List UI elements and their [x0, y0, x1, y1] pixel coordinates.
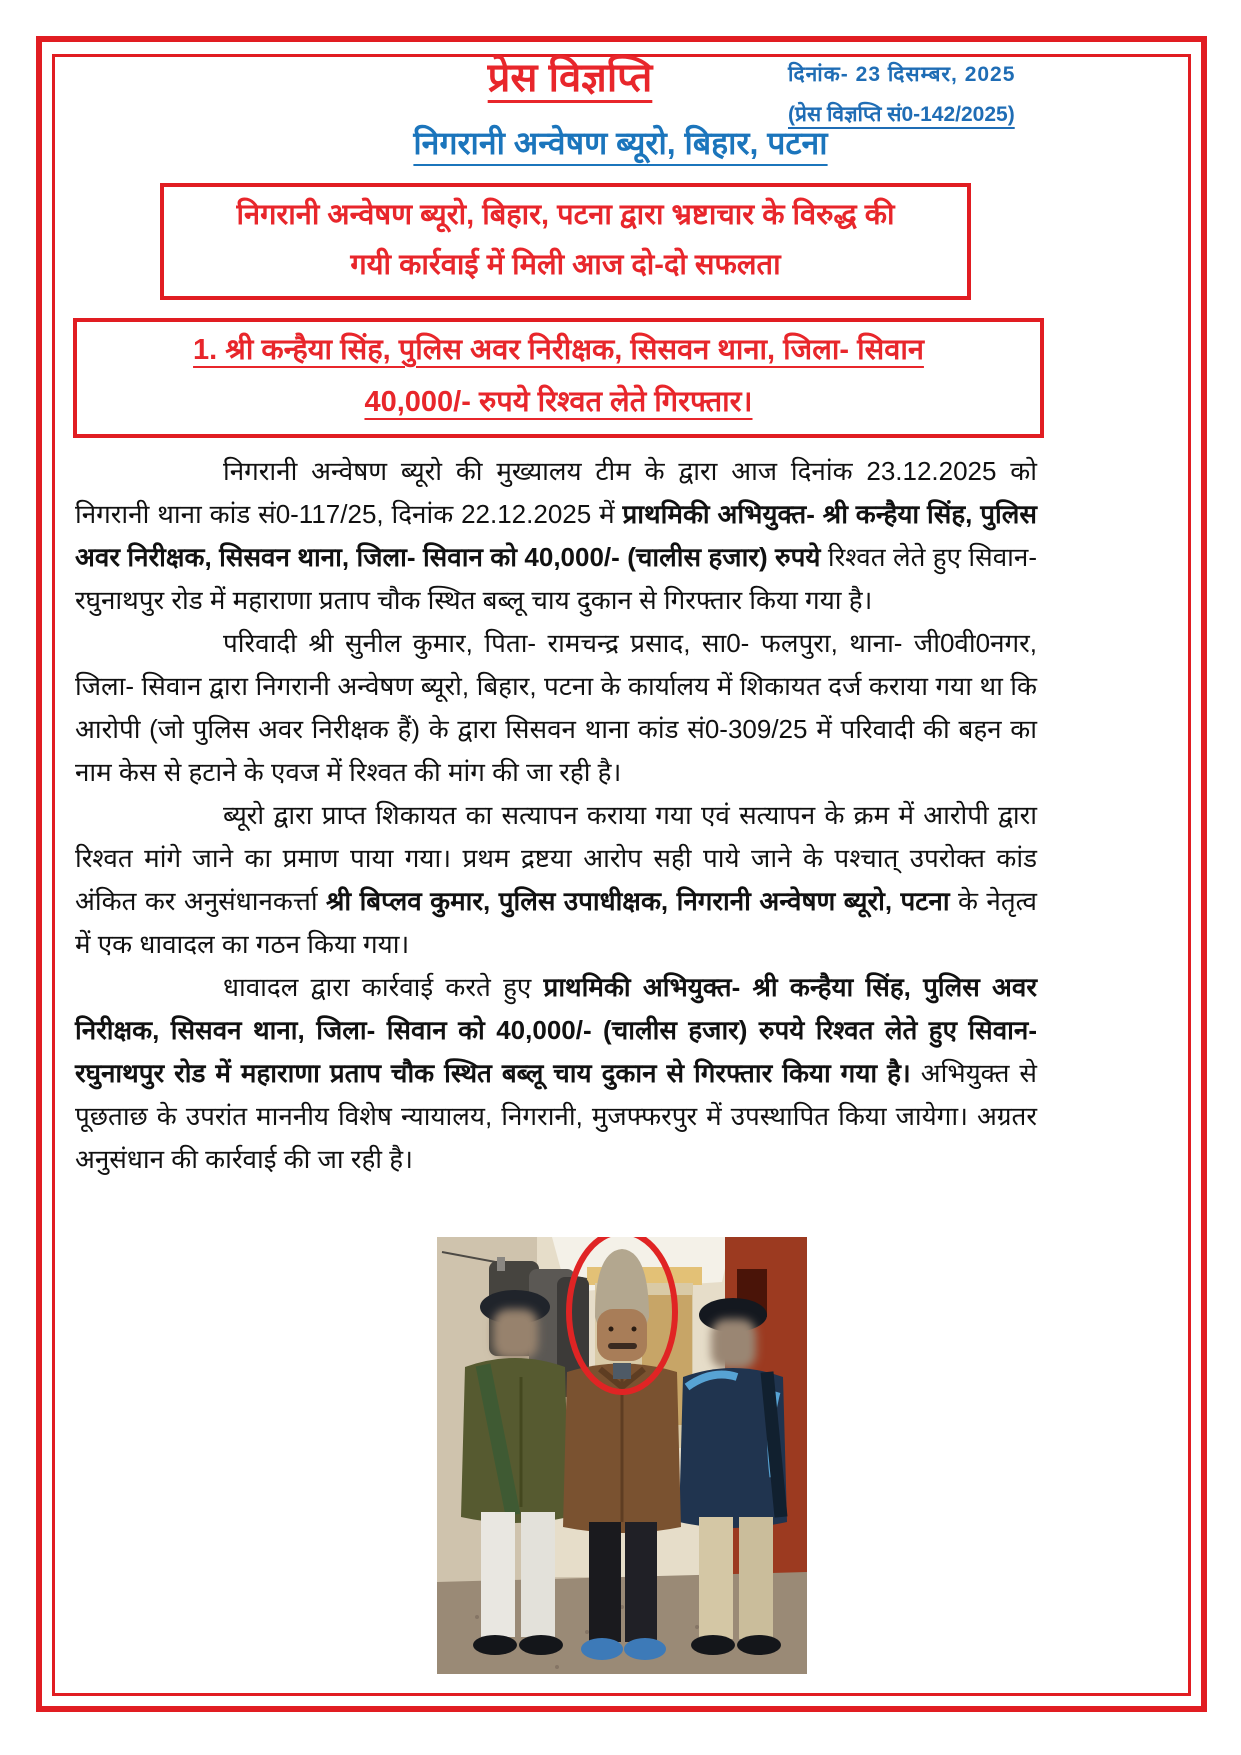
right-officer-shoe: [691, 1635, 735, 1655]
date-line: दिनांक- 23 दिसम्बर, 2025: [788, 63, 1016, 86]
left-officer-pants: [481, 1512, 515, 1637]
paragraph-bold-text: श्री बिप्लव कुमार, पुलिस उपाधीक्षक, निगरानी अन्वेषण ब्यूरो, पटना: [326, 886, 950, 916]
left-officer-blurred-face: [493, 1309, 538, 1359]
case-line2: 40,000/- रुपये रिश्वत लेते गिरफ्तार।: [364, 386, 753, 418]
arrest-photo: [437, 1237, 807, 1674]
headline-line1: निगरानी अन्वेषण ब्यूरो, बिहार, पटना द्वारा भ्रष्टाचार के विरुद्ध की: [236, 199, 895, 231]
headline-box: [160, 183, 971, 300]
arrest-photo-graphic: [437, 1237, 807, 1674]
date-block: [788, 60, 1118, 128]
organisation-name: निगरानी अन्वेषण ब्यूरो, बिहार, पटना: [413, 125, 828, 161]
case-line1: 1. श्री कन्हैया सिंह, पुलिस अवर निरीक्षक, सिसवन थाना, जिला- सिवान: [193, 334, 924, 366]
suspect-pants: [589, 1522, 621, 1642]
paragraph-text: धावादल द्वारा कार्रवाई करते हुए: [223, 972, 544, 1002]
paragraph-bold-text: प्राथमिकी अभियुक्त- श्री कन्हैया सिंह, पुलिस अवर निरीक्षक, सिसवन थाना, जिला- सिवान को 40,000/- (चालीस हजार) रुपये: [75, 499, 1037, 572]
suspect-mustache: [608, 1343, 637, 1349]
paragraph-text: रिश्वत लेते हुए सिवान-रघुनाथपुर रोड में महाराणा प्रताप चौक स्थित बब्लू चाय दुकान से गिरफ्तार किया गया है।: [75, 542, 1037, 615]
page-title: प्रेस विज्ञप्ति: [487, 56, 653, 100]
paragraph-text: अभियुक्त से पूछताछ के उपरांत माननीय विशेष न्यायालय, निगरानी, मुजफ्फरपुर में उपस्थापित किया जायेगा। अग्रतर अनुसंधान की कार्रवाई की जा रही है।: [75, 1058, 1037, 1174]
paragraph-1: [75, 450, 1037, 622]
press-release-number: (प्रेस विज्ञप्ति सं0-142/2025): [788, 103, 1015, 126]
right-officer-blurred-face: [711, 1319, 756, 1369]
paragraph-4: [75, 966, 1037, 1181]
paragraph-text: परिवादी श्री सुनील कुमार, पिता- रामचन्द्र प्रसाद, सा0- फलपुरा, थाना- जी0वी0नगर, जिला- सिवान द्वारा निगरानी अन्वेषण ब्यूरो, बिहार, पटना के कार्यालय में शिकायत दर्ज कराया गया था कि आरोपी (जो पुलिस अवर निरीक्षक हैं) के द्वारा सिसवन थाना कांड सं0-309/25 में परिवादी की बहन का नाम केस से हटाने के एवज में रिश्वत की मांग की जा रही है।: [75, 628, 1037, 787]
paragraph-text: के नेतृत्व में एक धावादल का गठन किया गया।: [75, 886, 1037, 959]
right-officer-pants: [699, 1517, 733, 1639]
paragraph-3: [75, 794, 1037, 966]
paragraph-bold-text: प्राथमिकी अभियुक्त- श्री कन्हैया सिंह, पुलिस अवर निरीक्षक, सिसवन थाना, जिला- सिवान को 40,000/- (चालीस हजार) रुपये रिश्वत लेते हुए सिवान-रघुनाथपुर रोड में महाराणा प्रताप चौक स्थित बब्लू चाय दुकान से गिरफ्तार किया गया है।: [75, 972, 1038, 1088]
suspect-face: [597, 1309, 647, 1361]
case-summary-box: [73, 318, 1044, 438]
paragraph-2: [75, 622, 1037, 794]
paragraph-text: निगरानी अन्वेषण ब्यूरो की मुख्यालय टीम के द्वारा आज दिनांक 23.12.2025 को निगरानी थाना कांड सं0-117/25, दिनांक 22.12.2025 में: [75, 456, 1037, 529]
headline-line2: गयी कार्रवाई में मिली आज दो-दो सफलता: [350, 249, 781, 281]
suspect-shoe: [581, 1638, 623, 1660]
paragraph-text: ब्यूरो द्वारा प्राप्त शिकायत का सत्यापन कराया गया एवं सत्यापन के क्रम में आरोपी द्वारा रिश्वत मांगे जाने का प्रमाण पाया गया। प्रथम द्रष्टया आरोप सही पाये जाने के पश्चात् उपरोक्त कांड अंकित कर अनुसंधानकर्त्ता: [75, 800, 1037, 916]
press-release-body: [75, 450, 1037, 1181]
left-officer-shoe: [473, 1635, 517, 1655]
